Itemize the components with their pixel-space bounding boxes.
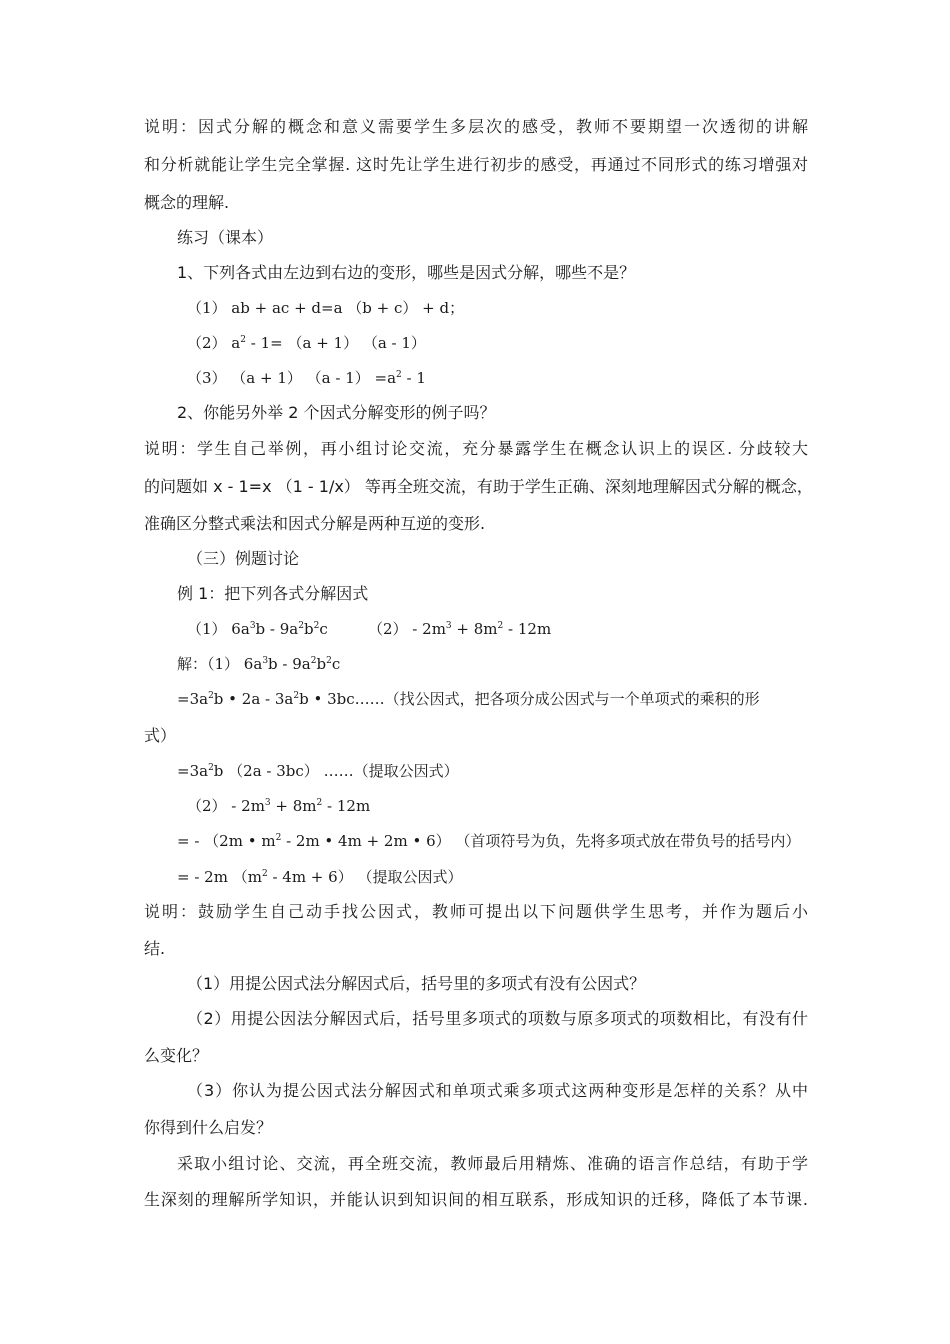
example-1-problem-1: （1） $6a^3b - 9a^2b^2c$ [187,620,328,638]
closing-line-1: 采取小组讨论、交流，再全班交流，教师最后用精炼、准确的语言作总结，有助于学 [177,1154,808,1173]
section-three-heading: （三）例题讨论 [187,549,300,568]
solution-line-4: $(2) - 2m^3 + 8m^2 - 12m$ [187,797,371,815]
question-2-line-1: （2）用提公因法分解因式后，括号里多项式的项数与原多项式的项数相比，有没有什 [187,1009,808,1028]
solution-line-2-continued: 式） [144,726,177,745]
solution-line-5: = - （2m • $m^2 - 2m$ • 4m + 2m • 6） （首项符号为负，先将多项式放在带负号的括号内） [177,832,801,850]
question-1: （1）用提公因式法分解因式后，括号里的多项式有没有公因式？ [187,974,646,993]
example-1-problem-2: $(2) - 2m^3 + 8m^2 - 12m$ [368,620,552,638]
note-2-line-2: 结. [144,939,166,958]
solution-line-1: 解：（1） $6a^3b - 9a^2b^2c$ [177,655,341,673]
intro-note-line-1: 说明：因式分解的概念和意义需要学生多层次的感受，教师不要期望一次透彻的讲解 [144,117,808,136]
practice-question-1: 1、下列各式由左边到右边的变形，哪些是因式分解，哪些不是？ [177,263,636,282]
solution-line-2: $=3a^2b$ • $2a - 3a^2b$ • 3bc……（找公因式，把各项分成公因式与一个单项式的乘积的形 [177,690,760,708]
solution-line-6: = - 2m $(m^2 - 4m + 6)$ （提取公因式） [177,868,463,886]
closing-line-2: 生深刻的理解所学知识，并能认识到知识间的相互联系，形成知识的迁移，降低了本节课. [144,1190,808,1209]
practice-note-line-2: 的问题如 x - 1=x （1 - 1/x） 等再全班交流，有助于学生正确、深刻地理解因式分解的概念， [144,477,813,496]
practice-item-2: （2） $a^2 - 1= (a + 1)$ （a - 1） [187,334,426,352]
practice-heading: 练习（课本） [177,228,274,247]
practice-question-2: 2、你能另外举 2 个因式分解变形的例子吗？ [177,403,496,422]
example-1-title: 例 1：把下列各式分解因式 [177,584,369,603]
intro-note-line-3: 概念的理解. [144,193,230,212]
intro-note-line-2: 和分析就能让学生完全掌握. 这时先让学生进行初步的感受，再通过不同形式的练习增强对 [144,155,808,174]
solution-line-3: $=3a^2b$ （2a - 3bc） ……（提取公因式） [177,762,459,780]
question-3-line-1: （3）你认为提公因式法分解因式和单项式乘多项式这两种变形是怎样的关系？从中 [187,1081,808,1100]
note-2-line-1: 说明：鼓励学生自己动手找公因式，教师可提出以下问题供学生思考，并作为题后小 [144,902,808,921]
practice-note-line-3: 准确区分整式乘法和因式分解是两种互逆的变形. [144,514,486,533]
practice-item-3: （3） （a + 1） $(a - 1) =a^2 - 1$ [187,369,426,387]
question-3-line-2: 你得到什么启发？ [144,1118,273,1137]
question-2-line-2: 么变化？ [144,1046,209,1065]
practice-note-line-1: 说明：学生自己举例，再小组讨论交流，充分暴露学生在概念认识上的误区. 分歧较大 [144,439,808,458]
practice-item-1: （1） ab + ac + d=a （b + c） + d； [187,299,465,317]
